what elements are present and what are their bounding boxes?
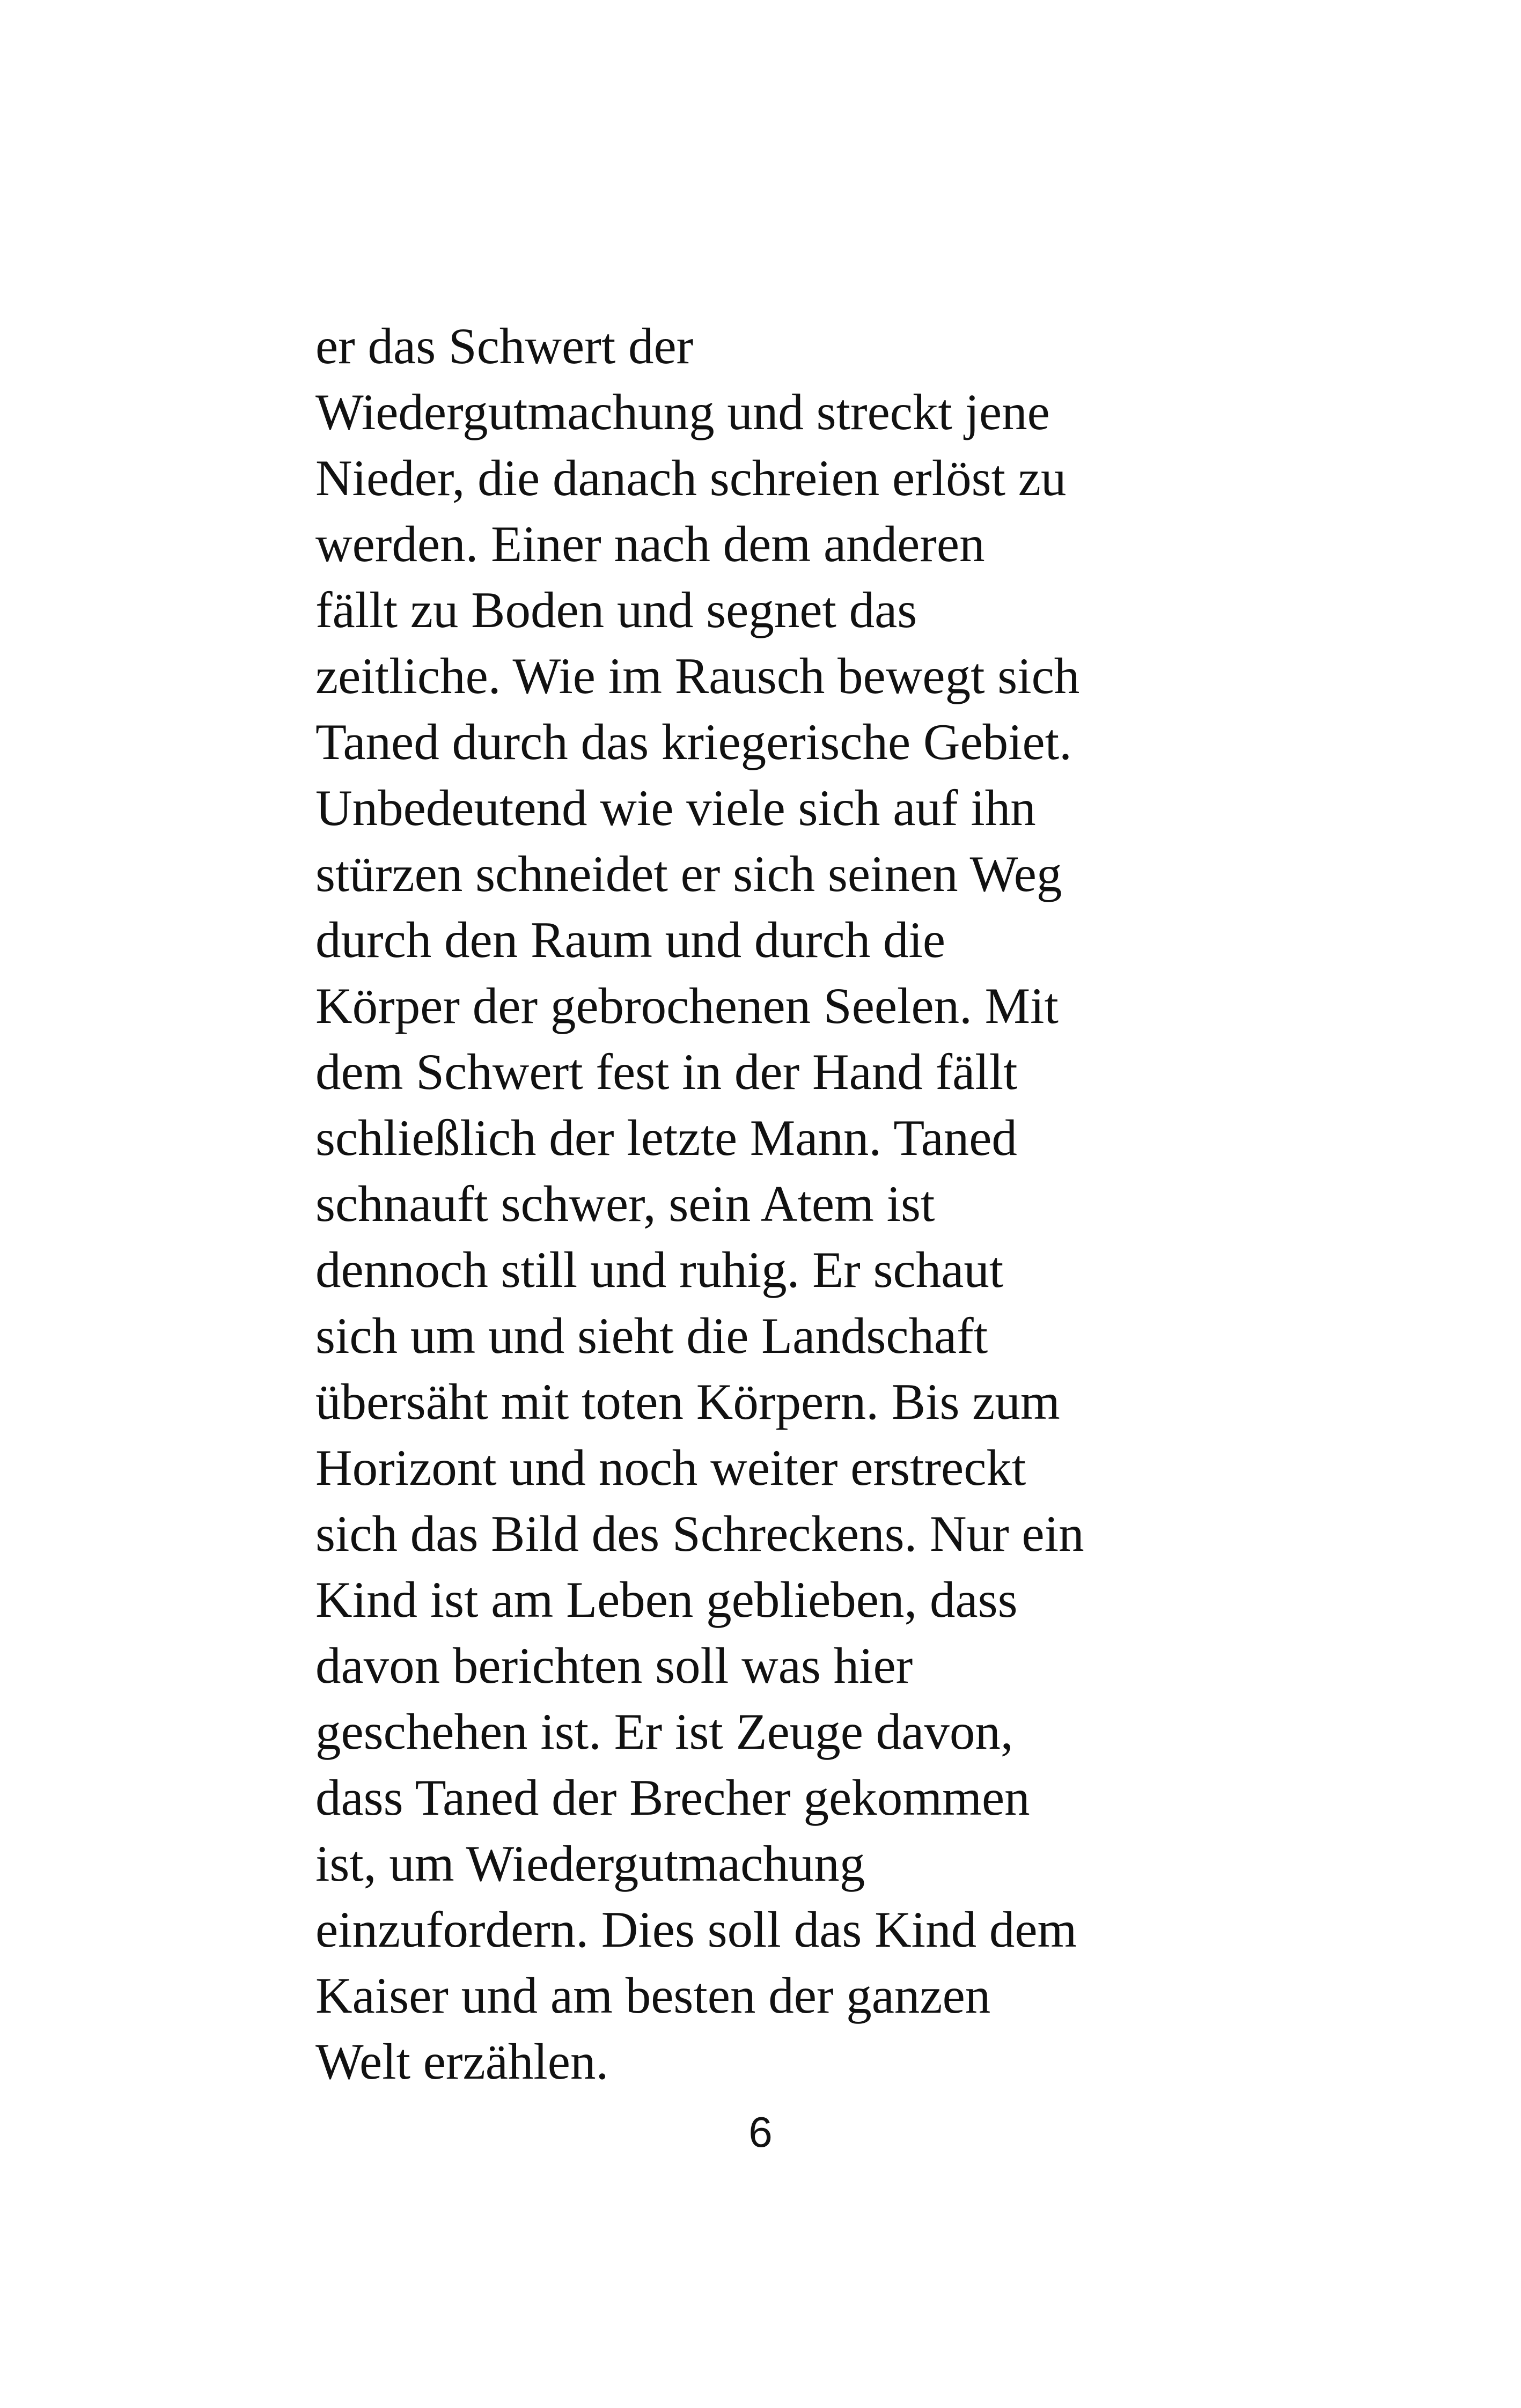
text-line: dennoch still und ruhig. Er schaut: [315, 1241, 1004, 1298]
text-line: Horizont und noch weiter erstreckt: [315, 1439, 1026, 1496]
text-line: Nieder, die danach schreien erlöst zu: [315, 450, 1067, 506]
text-line: dass Taned der Brecher gekommen: [315, 1769, 1030, 1826]
text-line: übersäht mit toten Körpern. Bis zum: [315, 1373, 1060, 1430]
text-line: dem Schwert fest in der Hand fällt: [315, 1043, 1018, 1100]
text-line: sich um und sieht die Landschaft: [315, 1307, 988, 1364]
text-line: werden. Einer nach dem anderen: [315, 516, 985, 572]
text-line: sich das Bild des Schreckens. Nur ein: [315, 1505, 1084, 1562]
text-line: geschehen ist. Er ist Zeuge davon,: [315, 1703, 1013, 1760]
text-line: schließlich der letzte Mann. Taned: [315, 1109, 1017, 1166]
text-line: Kaiser und am besten der ganzen: [315, 1967, 991, 2024]
text-line: Unbedeutend wie viele sich auf ihn: [315, 779, 1036, 836]
text-line: Kind ist am Leben geblieben, dass: [315, 1571, 1018, 1628]
text-line: schnauft schwer, sein Atem ist: [315, 1175, 935, 1232]
text-line: einzufordern. Dies soll das Kind dem: [315, 1901, 1077, 1958]
text-line: durch den Raum und durch die: [315, 911, 946, 968]
text-line: ist, um Wiedergutmachung: [315, 1835, 865, 1892]
text-line: davon berichten soll was hier: [315, 1637, 913, 1694]
text-line: Welt erzählen.: [315, 2033, 609, 2090]
text-line: Taned durch das kriegerische Gebiet.: [315, 713, 1072, 770]
text-line: zeitliche. Wie im Rausch bewegt sich: [315, 647, 1080, 704]
body-text: [315, 313, 1228, 2095]
text-line: er das Schwert der: [315, 318, 694, 374]
text-line: Körper der gebrochenen Seelen. Mit: [315, 977, 1059, 1034]
text-line: stürzen schneidet er sich seinen Weg: [315, 845, 1062, 902]
page-number: 6: [748, 2108, 773, 2156]
text-line: Wiedergutmachung und streckt jene: [315, 384, 1050, 440]
text-line: fällt zu Boden und segnet das: [315, 581, 917, 638]
